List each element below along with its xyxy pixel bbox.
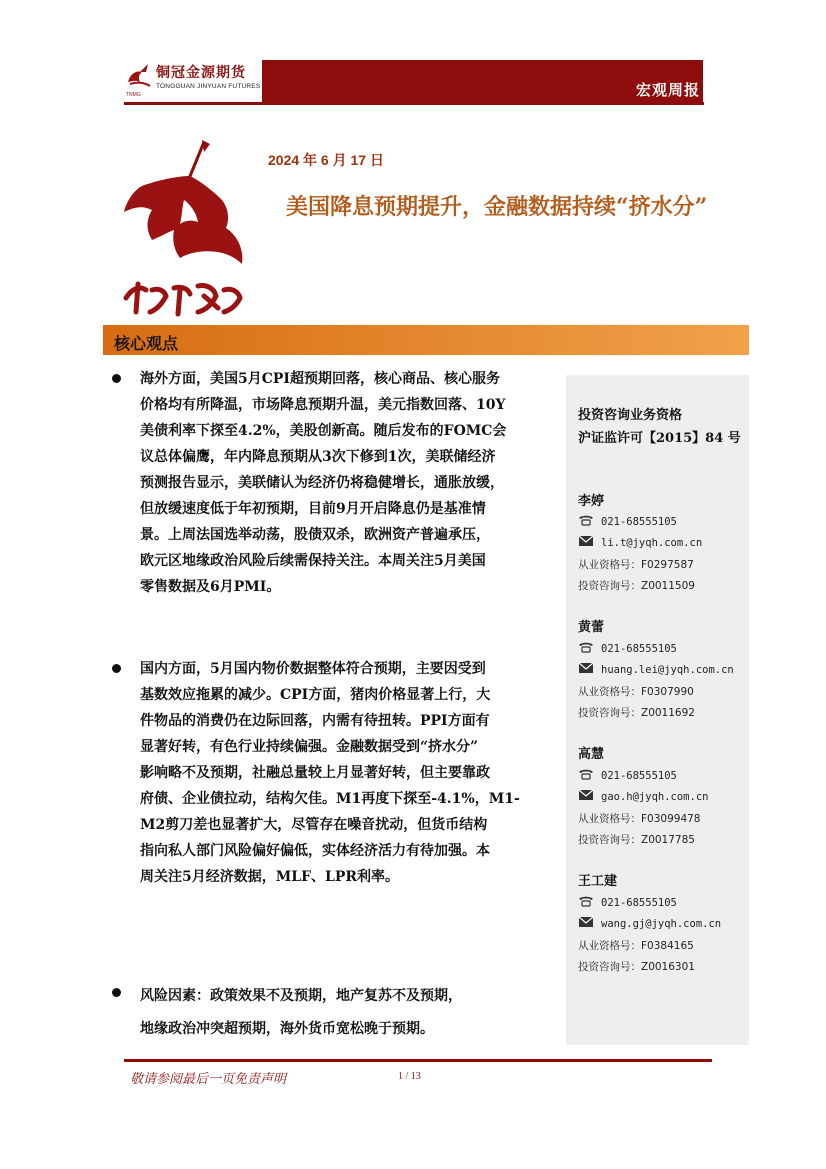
company-name-cn: 铜冠金源期货: [156, 65, 246, 81]
company-abbr: TNMG: [126, 92, 141, 98]
disclaimer-note: 敬请参阅最后一页免责声明: [130, 1072, 287, 1087]
text-line: 地缘政治冲突超预期，海外货币宽松晚于预期。: [140, 1021, 434, 1037]
email-icon: [578, 916, 594, 928]
text-line: 基数效应拖累的减少。CPI方面，猪肉价格显著上行，大: [140, 687, 491, 703]
text-line: 但放缓速度低于年初预期，目前9月开启降息仍是基准情: [140, 501, 486, 517]
text-line: 景。上周法国选举动荡，股债双杀，欧洲资产普遍承压，: [140, 527, 490, 543]
analyst-license: 从业资格号：F0384165: [578, 940, 694, 952]
analyst-consult-id: 投资咨询号：Z0017785: [578, 834, 695, 846]
text-line: M2剪刀差也显著扩大，尽管存在噪音扰动，但货币结构: [140, 817, 488, 833]
company-name-en: TONGGUAN JINYUAN FUTURES: [156, 83, 261, 90]
section-header-bar: [103, 325, 749, 355]
text-line: 周关注5月经济数据，MLF、LPR利率。: [140, 869, 400, 885]
brand-emblem-icon: [118, 140, 250, 324]
bullet-icon: [112, 374, 121, 383]
analyst-email[interactable]: huang.lei@jyqh.com.cn: [601, 664, 734, 676]
qualification-license: 沪证监许可【2015】84 号: [578, 431, 741, 446]
report-date: 2024 年 6 月 17 日: [268, 152, 384, 168]
text-line: 预测报告显示，美联储认为经济仍将稳健增长，通胀放缓，: [140, 475, 504, 491]
text-line: 零售数据及6月PMI。: [140, 579, 281, 595]
text-line: 指向私人部门风险偏好偏低，实体经济活力有待加强。本: [140, 843, 490, 859]
analyst-license: 从业资格号：F0307990: [578, 686, 694, 698]
analyst-phone: 021-68555105: [601, 516, 677, 528]
analyst-phone: 021-68555105: [601, 770, 677, 782]
phone-icon: [578, 895, 594, 907]
analyst-name: 黄蕾: [578, 620, 605, 635]
analyst-email[interactable]: li.t@jyqh.com.cn: [601, 537, 703, 549]
report-title: 美国降息预期提升，金融数据持续“挤水分”: [286, 194, 708, 220]
analyst-email[interactable]: wang.gj@jyqh.com.cn: [601, 918, 722, 930]
text-line: 显著好转，有色行业持续偏强。金融数据受到“挤水分”: [140, 739, 479, 755]
analyst-consult-id: 投资咨询号：Z0011509: [578, 580, 695, 592]
analyst-consult-id: 投资咨询号：Z0011692: [578, 707, 695, 719]
text-line: 风险因素：政策效果不及预期，地产复苏不及预期，: [140, 988, 462, 1004]
phone-icon: [578, 768, 594, 780]
company-logo-icon: [124, 60, 154, 90]
phone-icon: [578, 641, 594, 653]
point-domestic: [140, 656, 552, 890]
analyst-phone: 021-68555105: [601, 643, 677, 655]
header-divider: [124, 102, 704, 105]
qualification-title: 投资咨询业务资格: [578, 408, 683, 423]
text-line: 件物品的消费仍在边际回落，内需有待扭转。PPI方面有: [140, 713, 490, 729]
bullet-icon: [112, 988, 121, 997]
point-risk: [140, 980, 552, 1046]
email-icon: [578, 662, 594, 674]
section-title: 核心观点: [114, 334, 179, 353]
text-line: 美债利率下探至4.2%，美股创新高。随后发布的FOMC会: [140, 423, 507, 439]
analyst-email[interactable]: gao.h@jyqh.com.cn: [601, 791, 709, 803]
email-icon: [578, 789, 594, 801]
text-line: 国内方面，5月国内物价数据整体符合预期，主要因受到: [140, 661, 486, 677]
phone-icon: [578, 514, 594, 526]
report-type: 宏观周报: [635, 81, 700, 99]
text-line: 海外方面，美国5月CPI超预期回落，核心商品、核心服务: [140, 371, 500, 387]
text-line: 府债、企业债拉动，结构欠佳。M1再度下探至-4.1%，M1-: [140, 791, 520, 807]
analyst-license: 从业资格号：F0297587: [578, 559, 694, 571]
analyst-license: 从业资格号：F03099478: [578, 813, 701, 825]
analyst-name: 高慧: [578, 747, 605, 762]
analyst-name: 王工建: [578, 874, 618, 889]
email-icon: [578, 535, 594, 547]
text-line: 议总体偏鹰，年内降息预期从3次下修到1次，美联储经济: [140, 449, 496, 465]
footer-divider: [124, 1059, 712, 1062]
analyst-phone: 021-68555105: [601, 897, 677, 909]
page-number: 1 / 13: [398, 1071, 421, 1082]
analyst-name: 李婷: [578, 494, 605, 509]
text-line: 价格均有所降温，市场降息预期升温，美元指数回落、10Y: [140, 397, 506, 413]
text-line: 影响略不及预期，社融总量较上月显著好转，但主要靠政: [140, 765, 490, 781]
bullet-icon: [112, 664, 121, 673]
point-overseas: [140, 366, 552, 600]
analyst-consult-id: 投资咨询号：Z0016301: [578, 961, 695, 973]
text-line: 欧元区地缘政治风险后续需保持关注。本周关注5月美国: [140, 553, 486, 569]
